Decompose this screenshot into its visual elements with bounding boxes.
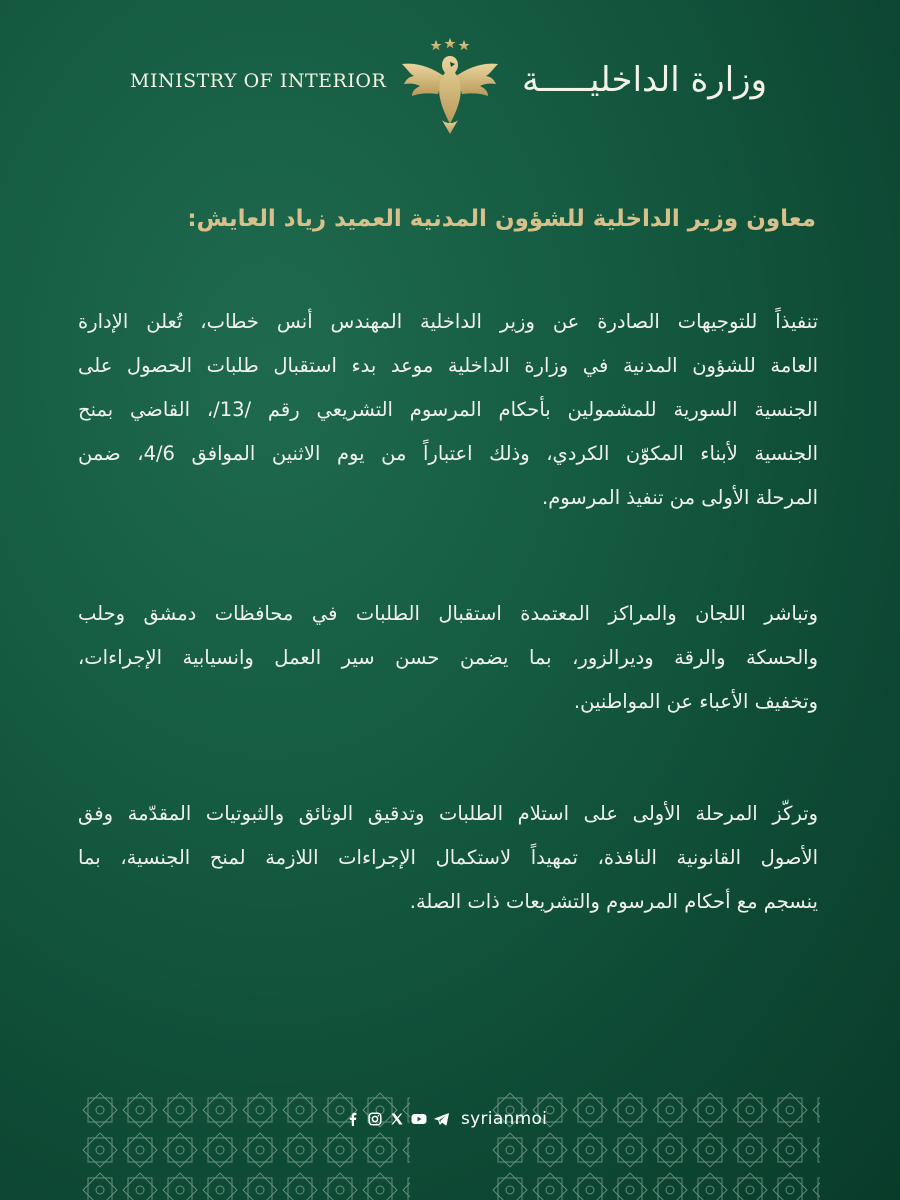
ministry-name-english: MINISTRY OF INTERIOR: [130, 70, 387, 92]
eagle-emblem-icon: [398, 36, 502, 136]
paragraph-3: [78, 792, 818, 924]
paragraph-line: وتباشر اللجان والمراكز المعتمدة استقبال الطلبات في محافظات دمشق وحلب: [78, 602, 818, 625]
paragraph-line: والحسكة والرقة وديرالزور، بما يضمن حسن سير العمل وانسيابية الإجراءات،: [78, 646, 818, 669]
paragraph-line: الجنسية السورية للمشمولين بأحكام المرسوم التشريعي رقم /13/، القاضي بمنح: [78, 398, 818, 421]
paragraph-line: تنفيذاً للتوجيهات الصادرة عن وزير الداخلية المهندس أنس خطاب، تُعلن الإدارة: [78, 310, 818, 333]
paragraph-line: الأصول القانونية النافذة، تمهيداً لاستكمال الإجراءات اللازمة لمنح الجنسية، بما: [78, 846, 818, 869]
statement-title: معاون وزير الداخلية للشؤون المدنية العميد زياد العايش:: [187, 206, 816, 232]
footer: [0, 1090, 900, 1200]
paragraph-2: [78, 592, 818, 724]
ministry-name-arabic: وزارة الداخليـــــة: [522, 60, 767, 100]
paragraph-line: وتخفيف الأعباء عن المواطنين.: [573, 690, 818, 713]
instagram-icon[interactable]: [367, 1111, 383, 1127]
social-handle[interactable]: syrianmoi: [461, 1109, 548, 1129]
paragraph-line: وتركّز المرحلة الأولى على استلام الطلبات وتدقيق الوثائق والثبوتيات المقدّمة وفق: [78, 802, 818, 825]
social-links: [345, 1106, 547, 1132]
paragraph-line: العامة للشؤون المدنية في وزارة الداخلية موعد بدء استقبال طلبات الحصول على: [78, 354, 818, 377]
youtube-icon[interactable]: [411, 1111, 427, 1127]
telegram-icon[interactable]: [433, 1111, 449, 1127]
header: [0, 30, 900, 140]
paragraph-1: [78, 300, 818, 520]
facebook-icon[interactable]: [345, 1111, 361, 1127]
x-icon[interactable]: [389, 1111, 405, 1127]
paragraph-line: الجنسية لأبناء المكوّن الكردي، وذلك اعتباراً من يوم الاثنين الموافق 4/6، ضمن: [78, 442, 818, 465]
paragraph-line: المرحلة الأولى من تنفيذ المرسوم.: [542, 486, 818, 509]
paragraph-line: ينسجم مع أحكام المرسوم والتشريعات ذات الصلة.: [409, 890, 818, 913]
